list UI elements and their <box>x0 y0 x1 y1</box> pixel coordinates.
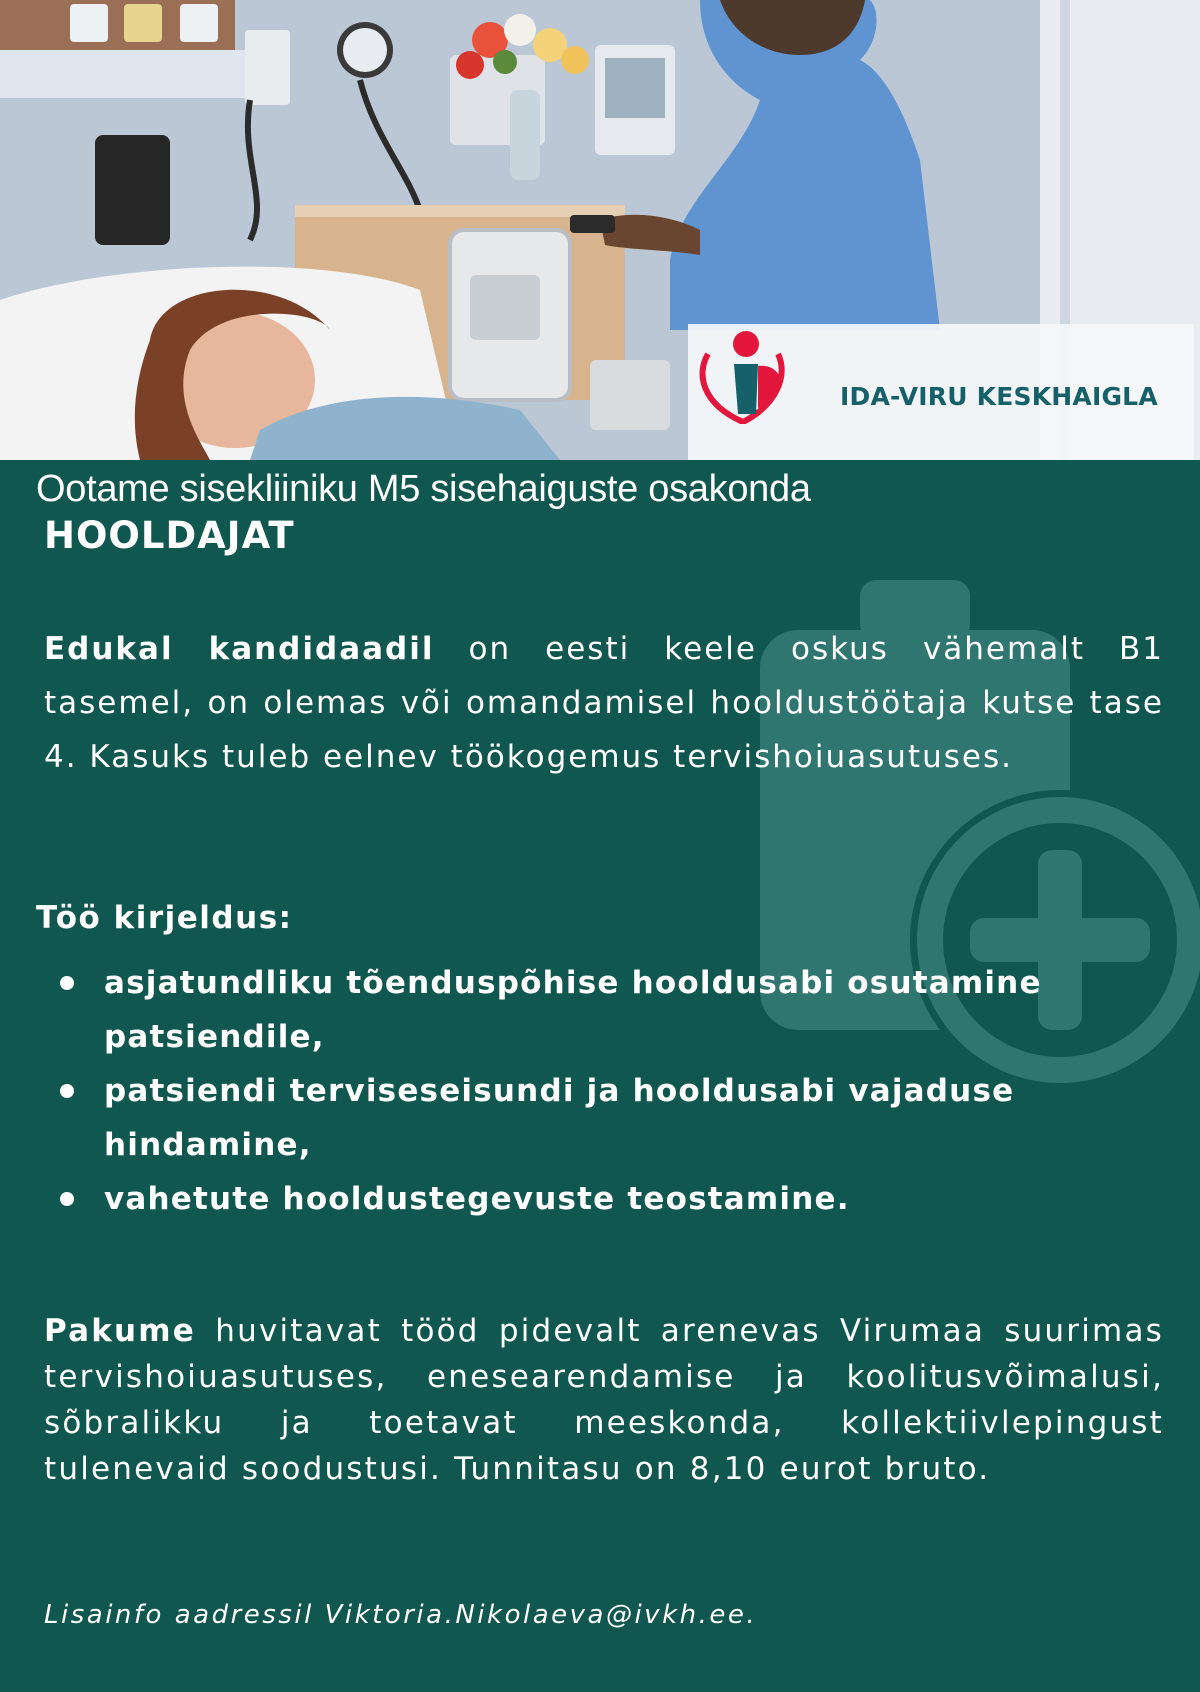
tasks-list <box>50 956 1090 1226</box>
tasks-heading: Töö kirjeldus: <box>36 900 293 936</box>
hospital-name: IDA-VIRU KESKHAIGLA <box>840 382 1158 411</box>
candidate-lead: Edukal kandidaadil <box>44 631 435 667</box>
offer-lead: Pakume <box>44 1313 197 1349</box>
logo-panel <box>688 324 1194 460</box>
candidate-requirements <box>44 622 1164 784</box>
task-item: patsiendi terviseseisundi ja hooldusabi vajaduse hindamine, <box>50 1064 1090 1172</box>
job-title: HOOLDAJAT <box>44 514 295 557</box>
candidate-text: on eesti keele oskus vähemalt B1 tasemel, on olemas või omandamisel hooldustöötaja kutse tase 4. Kasuks tuleb eelnev töökogemus tervishoiuasutuses. <box>44 631 1164 775</box>
offer-paragraph <box>44 1308 1164 1492</box>
contact-info: Lisainfo aadressil Viktoria.Nikolaeva@ivkh.ee. <box>44 1600 758 1630</box>
task-item: asjatundliku tõenduspõhise hooldusabi osutamine patsiendile, <box>50 956 1090 1064</box>
task-item: vahetute hooldustegevuste teostamine. <box>50 1172 1090 1226</box>
ad-headline: Ootame sisekliiniku M5 sisehaiguste osakonda <box>36 468 811 510</box>
offer-text: huvitavat tööd pidevalt arenevas Virumaa suurimas tervishoiuasutuses, enesearendamise ja koolitusvõimalusi, sõbralikku ja toetavat meeskonda, kollektiivlepingust tulenevaid soodustusi. Tunnitasu on 8,10 eurot bruto. <box>44 1313 1164 1487</box>
header-photo <box>0 0 1200 460</box>
hospital-logo-heart-icon <box>688 324 798 424</box>
